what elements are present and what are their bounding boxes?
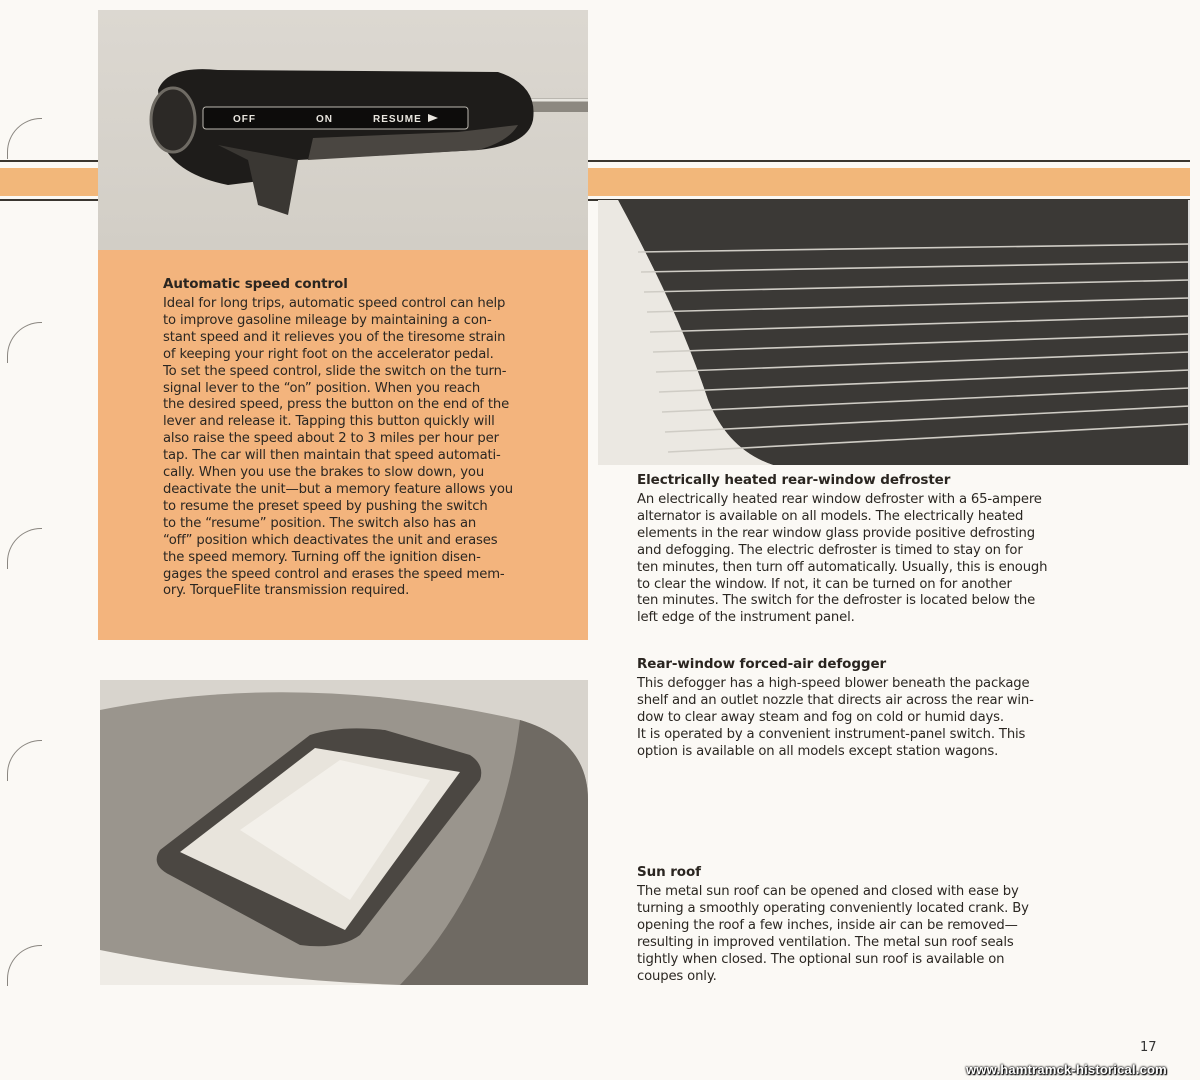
lever-resume-label: RESUME [373,114,422,125]
defogger-heading: Rear-window forced-air defogger [637,656,887,672]
defogger-line: shelf and an outlet nozzle that directs air across the rear win- [637,692,1034,708]
sunroof-line: tightly when closed. The optional sun roof is available on [637,951,1005,967]
sunroof-section [637,864,1077,985]
lever-off-label: OFF [233,114,256,125]
binder-hole-2 [7,322,42,363]
defogger-section [637,656,1077,761]
speed-control-line: to improve gasoline mileage by maintaining a con- [163,312,492,328]
defroster-line: ten minutes. The switch for the defroster is located below the [637,593,1036,609]
page-number: 17 [1140,1040,1157,1055]
speed-control-line: Ideal for long trips, automatic speed control can help [163,296,506,311]
binder-hole-5 [7,945,42,986]
defroster-section [637,472,1077,627]
speed-control-line: lever and release it. Tapping this button quickly will [163,414,495,430]
speed-control-line: signal lever to the “on” position. When you reach [163,380,481,396]
watermark: www.hamtramck-historical.com [966,1062,1167,1077]
sunroof-line: resulting in improved ventilation. The metal sun roof seals [637,934,1014,950]
speed-control-line: deactivate the unit—but a memory feature allows you [163,481,513,497]
speed-control-line: stant speed and it relieves you of the tiresome strain [163,329,506,345]
speed-control-line: to the “resume” position. The switch also has an [163,515,477,531]
sun-roof-photo [100,680,588,985]
speed-control-line: cally. When you use the brakes to slow down, you [163,465,485,481]
defogger-line: It is operated by a convenient instrument-panel switch. This [637,726,1026,742]
speed-control-line: the speed memory. Turning off the ignition disen- [163,549,481,565]
defroster-line: elements in the rear window glass provide positive defrosting [637,525,1035,541]
defroster-line: ten minutes, then turn off automatically. Usually, this is enough [637,559,1048,575]
speed-control-line: the desired speed, press the button on the end of the [163,397,510,413]
sunroof-line: The metal sun roof can be opened and closed with ease by [637,884,1019,899]
speed-control-line: also raise the speed about 2 to 3 miles per hour per [163,431,499,447]
binder-hole-3 [7,528,42,569]
defogger-line: option is available on all models except station wagons. [637,743,999,759]
defroster-heading: Electrically heated rear-window defroster [637,472,951,488]
speed-control-heading: Automatic speed control [163,276,348,292]
defroster-line: alternator is available on all models. The electrically heated [637,508,1024,524]
defroster-line: An electrically heated rear window defroster with a 65-ampere [637,492,1042,507]
defroster-line: left edge of the instrument panel. [637,610,855,626]
speed-control-section [163,276,583,600]
speed-control-line: To set the speed control, slide the switch on the turn- [163,363,507,379]
defogger-line: dow to clear away steam and fog on cold or humid days. [637,709,1004,725]
speed-control-line: “off” position which deactivates the unit and erases [163,532,498,548]
speed-control-line: tap. The car will then maintain that speed automati- [163,448,501,464]
binder-hole-1 [7,118,42,159]
lever-on-label: ON [316,114,333,125]
defroster-line: to clear the window. If not, it can be turned on for another [637,576,1012,592]
defroster-line: and defogging. The electric defroster is timed to stay on for [637,542,1023,558]
speed-control-lever-photo [98,10,588,250]
speed-control-line: to resume the preset speed by pushing the switch [163,498,488,514]
sunroof-heading: Sun roof [637,864,701,880]
sunroof-line: opening the roof a few inches, inside air can be removed— [637,917,1018,933]
rear-window-defroster-photo [598,200,1190,465]
speed-control-line: gages the speed control and erases the speed mem- [163,566,505,582]
sunroof-line: turning a smoothly operating conveniently located crank. By [637,900,1029,916]
speed-control-line: of keeping your right foot on the accelerator pedal. [163,346,494,362]
sunroof-line: coupes only. [637,968,717,984]
binder-hole-4 [7,740,42,781]
speed-control-line: ory. TorqueFlite transmission required. [163,583,410,599]
defogger-line: This defogger has a high-speed blower beneath the package [637,676,1030,691]
